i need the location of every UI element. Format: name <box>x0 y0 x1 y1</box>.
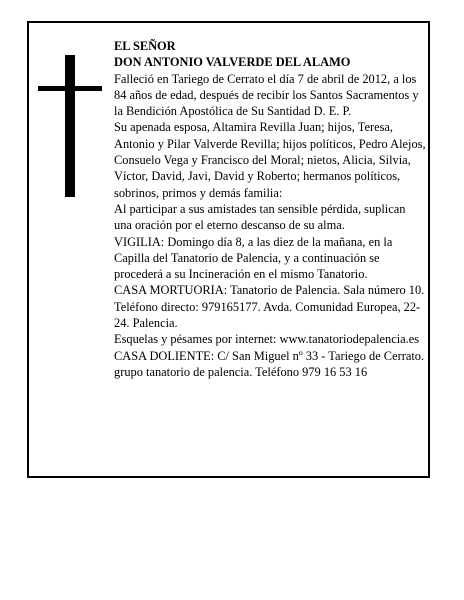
prayer-request: Al participar a sus amistades tan sensible pérdida, suplican una oración por el eterno descanso de su alma. <box>114 201 406 233</box>
contact-line: grupo tanatorio de palencia. Teléfono 979 16 53 16 <box>114 364 368 379</box>
cross-vertical-bar <box>65 55 75 197</box>
internet-condolences: Esquelas y pésames por internet: www.tanatoriodepalencia.es <box>114 332 420 347</box>
vigil-details: VIGILIA: Domingo día 8, a las diez de la mañana, en la Capilla del Tanatorio de Palencia, y a continuación se procederá a su Incineración en el mismo Tanatorio. <box>114 234 393 282</box>
funeral-home-details: CASA MORTUORIA: Tanatorio de Palencia. Sala número 10. Teléfono directo: 979165177. Avda. Comunidad Europea, 22-24. Palencia. <box>114 283 425 331</box>
death-details: Falleció en Tariego de Cerrato el día 7 de abril de 2012, a los 84 años de edad, después de recibir los Santos Sacramentos y la Bendición Apostólica de Su Santidad D. E. P. <box>114 71 419 119</box>
obituary-text <box>114 38 426 380</box>
cross-icon <box>38 55 102 197</box>
family-list: Su apenada esposa, Altamira Revilla Juan; hijos, Teresa, Antonio y Pilar Valverde Revilla; hijos políticos, Pedro Alejos, Consuelo Vega y Francisco del Moral; nietos, Alicia, Silvia, Víctor, David, Javi, David y Roberto; hermanos políticos, sobrinos, primos y demás familia: <box>114 120 426 200</box>
deceased-name: DON ANTONIO VALVERDE DEL ALAMO <box>114 55 351 70</box>
obituary-title: EL SEÑOR <box>114 39 176 53</box>
cross-horizontal-bar <box>38 86 102 91</box>
mourning-house-address: CASA DOLIENTE: C/ San Miguel nº 33 - Tariego de Cerrato. <box>114 348 425 363</box>
